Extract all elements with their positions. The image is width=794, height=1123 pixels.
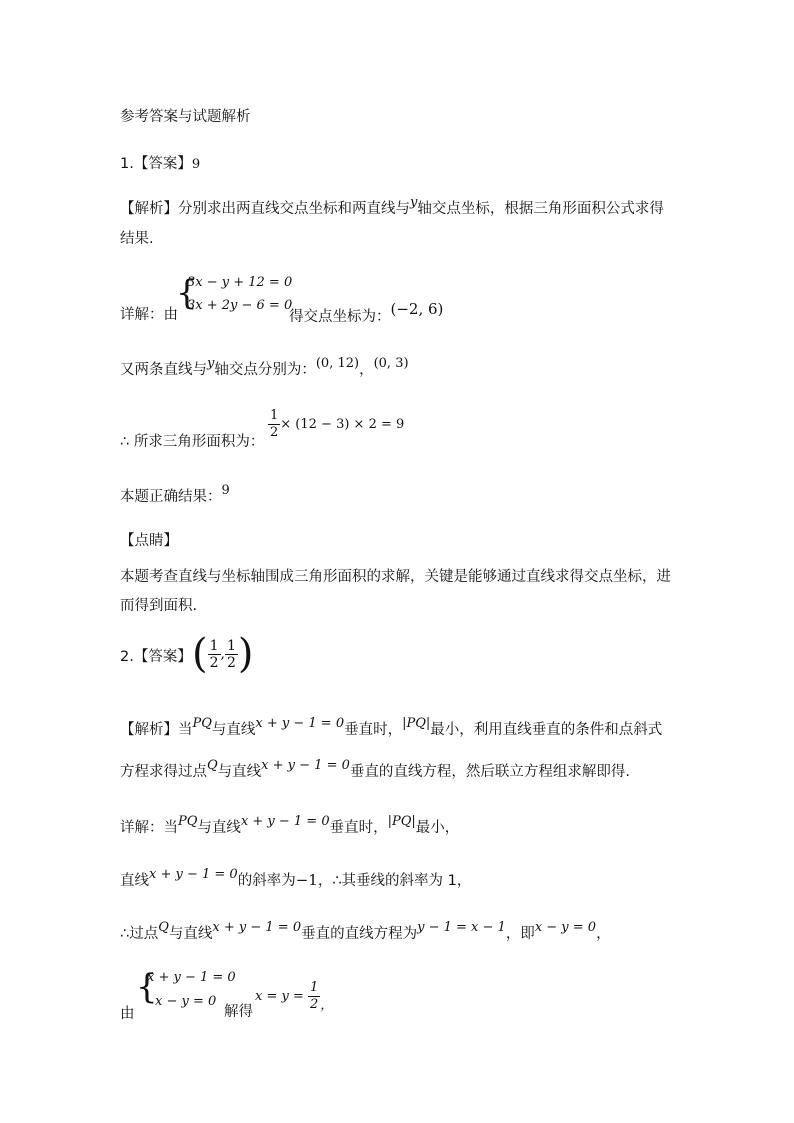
q2-perp-line [120,920,611,945]
q2-sol-den: 2 [310,997,319,1012]
q2-ans-den1: 2 [209,654,219,671]
q2-a4: 最小，利用直线垂直的条件和点斜式 [430,722,663,738]
q2-a2: 与直线 [211,722,256,738]
q2-b3: 垂直的直线方程，然后联立方程组求解即得. [349,764,630,780]
q2-d1: 详解：当 [120,820,178,836]
q2-detail-line1 [120,814,460,839]
q2-sol-text: 解得 [224,1004,253,1020]
q1-frac-num: 1 [270,408,279,423]
q1-result-text: 本题正确结果： [120,489,222,505]
q2-absPQ-2: |PQ| [387,814,416,829]
q2-system-brace: { [136,967,158,1007]
q1-frac-den: 2 [270,425,279,440]
q2-s1: 直线 [120,873,149,889]
q1-var-y: y [410,195,418,210]
q2-p1: ∴过点 [120,926,159,942]
q1-area-text: ∴ 所求三角形面积为： [120,434,265,450]
q1-axis-line [120,356,409,381]
q2-b1: 方程求得过点 [120,764,207,780]
q1-comment-line2: 而得到面积. [120,598,198,614]
q2-Q: Q [207,758,218,773]
q1-point-1: (0, 12) [315,356,360,371]
q2-p2: 与直线 [168,926,213,942]
q1-intersect-line [289,300,444,326]
q1-detail-label: 详解：由 [120,307,178,323]
q1-area-formula [268,408,404,441]
q2-s3: ，∴其垂线的斜率为 1， [317,873,472,889]
q2-p3: 垂直的直线方程为 [301,926,418,942]
q2-ans-num1: 1 [209,637,219,654]
q1-result-line [120,483,230,508]
q2-ans-den2: 2 [226,654,236,671]
q1-point-2: (0, 3) [373,356,409,371]
q2-solution [255,980,333,1013]
q2-line-eq-2: x + y − 1 = 0 [261,758,350,773]
q2-a3: 垂直时， [344,722,403,738]
q2-slope: −1 [295,871,318,889]
q2-PQ: PQ [192,716,212,731]
q2-analysis-line2 [120,758,630,783]
q2-analysis-line1 [120,716,663,741]
q1-var-y-2: y [207,356,215,371]
q2-paren-open: ( [192,631,208,677]
q1-label: 1.【答案】 [120,156,192,172]
q2-p5: ， [596,926,611,942]
q2-label: 2.【答案】 [120,649,192,665]
q2-analysis-label: 【解析】 [120,722,178,738]
q1-analysis-line1 [120,195,664,220]
q2-d2: 与直线 [197,820,241,836]
q1-analysis-text-b: 轴交点坐标，根据三角形面积公式求得 [417,201,664,217]
q2-PQ-2: PQ [178,814,198,829]
q1-analysis-label: 【解析】 [120,201,178,217]
q2-answer-line [120,647,192,667]
q1-analysis-line2: 结果. [120,231,154,247]
q1-axis-text-b: 轴交点分别为： [214,362,316,378]
q1-intersect-text: 得交点坐标为： [289,309,391,325]
q1-system-brace: { [176,273,198,313]
q1-comma: ， [359,362,374,378]
q2-a1: 当 [178,722,193,738]
q1-answer: 9 [191,157,201,172]
q2-absPQ: |PQ| [402,716,431,731]
q2-perp-eq: y − 1 = x − 1 [417,920,506,935]
q1-answer-line [120,154,200,175]
q2-sol-end: ， [320,998,334,1013]
q1-comment-label: 【点睛】 [120,533,178,549]
q2-sys-eq2: x − y = 0 [155,994,217,1009]
q2-paren-close: ) [237,631,254,677]
q2-line-eq-5: x + y − 1 = 0 [212,920,302,935]
page-title: 参考答案与试题解析 [120,109,251,125]
q1-area-expr: × (12 − 3) × 2 = 9 [280,417,405,432]
q2-b2: 与直线 [217,764,262,780]
q2-Q-2: Q [158,920,169,935]
q2-line-eq: x + y − 1 = 0 [255,716,345,731]
q2-d4: 最小， [415,820,460,836]
q1-comment-line1: 本题考查直线与坐标轴围成三角形面积的求解，关键是能够通过直线求得交点坐标，进 [120,569,671,585]
q2-sol-lhs: x = y = [255,989,304,1004]
q2-p4: ，即 [505,926,535,942]
q2-s2: 的斜率为 [237,873,296,889]
q1-eq2: 3x + 2y − 6 = 0 [187,298,293,313]
q2-d3: 垂直时， [329,820,388,836]
q1-intersect-point: (−2, 6) [390,300,444,318]
q1-analysis-text-a: 分别求出两直线交点坐标和两直线与 [178,201,410,217]
q2-sys-lead: 由 [120,1006,135,1022]
q1-axis-text-a: 又两条直线与 [120,362,207,378]
q1-eq1: 3x − y + 12 = 0 [187,275,293,290]
q2-answer-point: ( $\frac{1}{2}$ , $\frac{1}{2}$ ) [192,631,254,677]
q2-sol-num: 1 [310,980,319,995]
q2-line-eq-4: x + y − 1 = 0 [149,867,238,882]
q2-perp-eq2: x − y = 0 [534,920,597,935]
q1-result-val: 9 [221,483,230,498]
q2-line-eq-3: x + y − 1 = 0 [240,814,330,829]
q2-sys-eq1: x + y − 1 = 0 [147,970,236,985]
q2-ans-num2: 1 [226,637,236,654]
q2-slope-line [120,867,472,892]
